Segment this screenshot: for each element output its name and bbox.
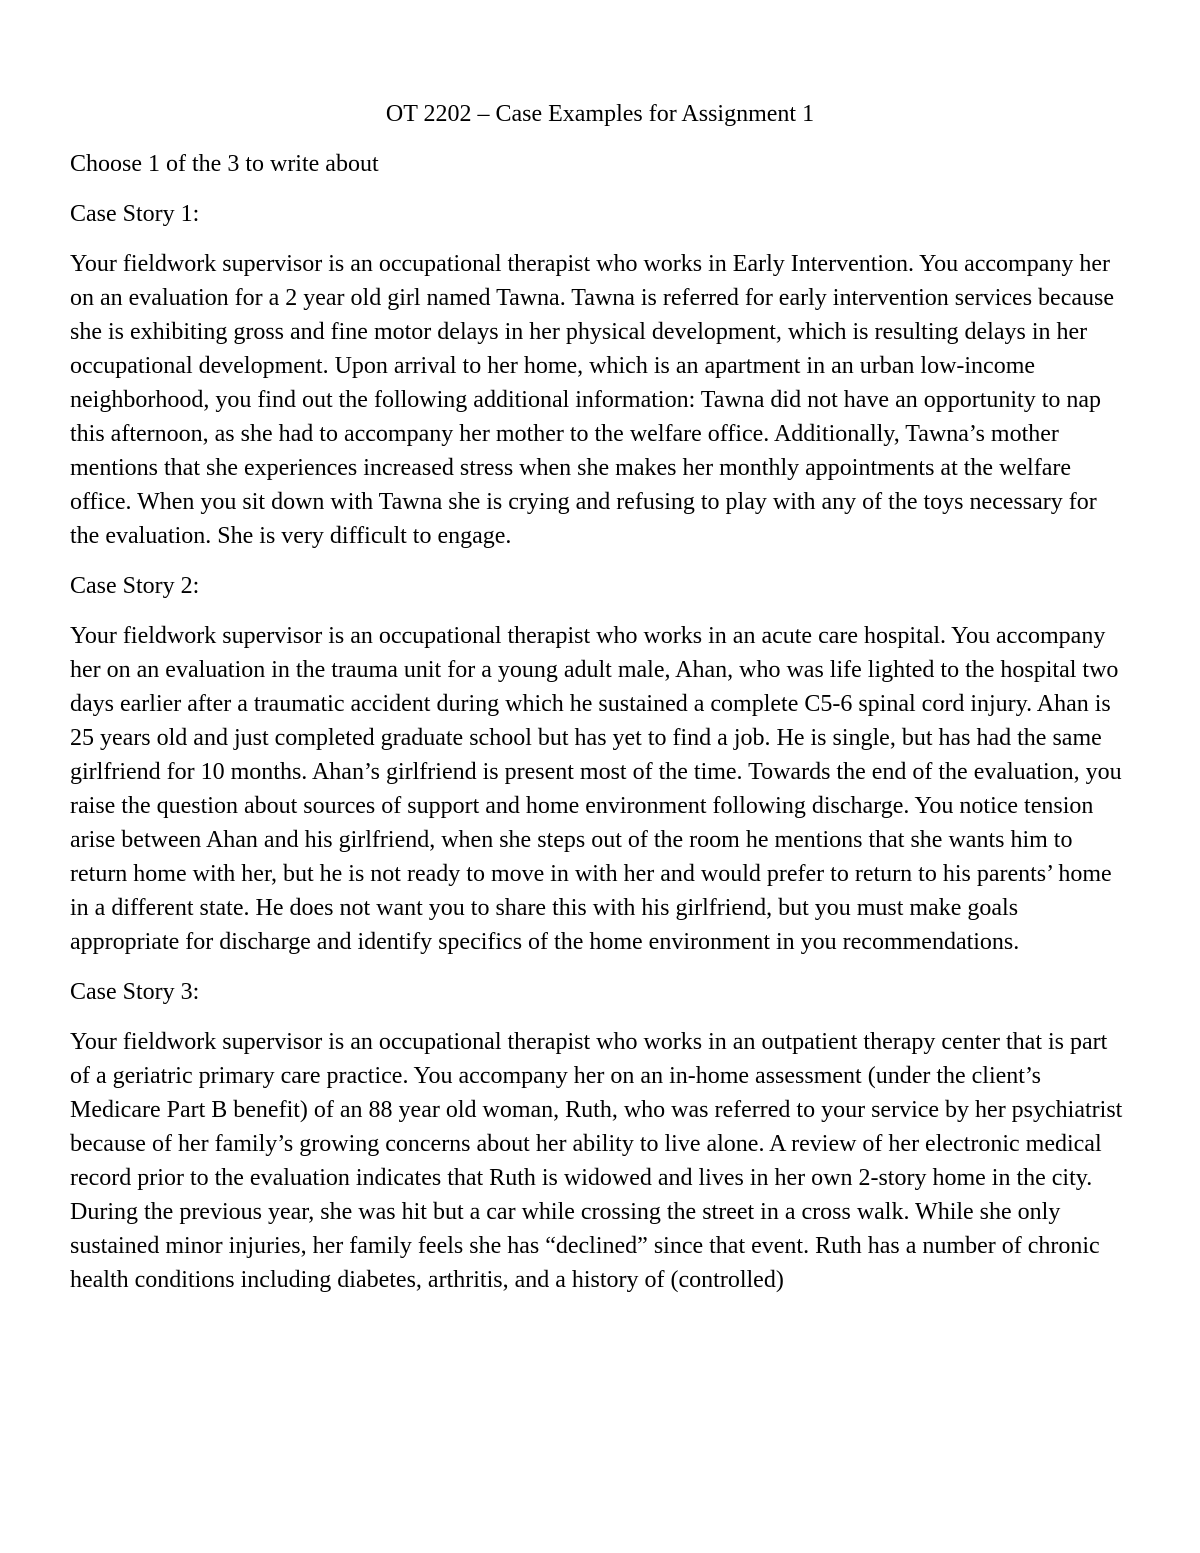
case-2-heading: Case Story 2: — [70, 573, 200, 599]
case-3-text: Your fieldwork supervisor is an occupational therapist who works in an outpatient therapy center that is part of a geriatric primary care practice. You accompany her on an in-home assessment (under the client’s Medicare Part B benefit) of an 88 year old woman, Ruth, who was referred to your service by her psychiatrist because of her family’s growing concerns about her ability to live alone. A review of her electronic medical record prior to the evaluation indicates that Ruth is widowed and lives in her own 2-story home in the city. During the previous year, she was hit but a car while crossing the street in a cross walk. While she only sustained minor injuries, her family feels she has “declined” since that event. Ruth has a number of chronic health conditions including diabetes, arthritis, and a history of (controlled) — [70, 1029, 1123, 1293]
case-2-text: Your fieldwork supervisor is an occupational therapist who works in an acute care hospital. You accompany her on an evaluation in the trauma unit for a young adult male, Ahan, who was life lighted to the hospital two days earlier after a traumatic accident during which he sustained a complete C5-6 spinal cord injury. Ahan is 25 years old and just completed graduate school but has yet to find a job. He is single, but has had the same girlfriend for 10 months. Ahan’s girlfriend is present most of the time. Towards the end of the evaluation, you raise the question about sources of support and home environment following discharge. You notice tension arise between Ahan and his girlfriend, when she steps out of the room he mentions that she wants him to return home with her, but he is not ready to move in with her and would prefer to return to his parents’ home in a different state. He does not want you to share this with his girlfriend, but you must make goals appropriate for discharge and identify specifics of the home environment in you recommendations. — [70, 623, 1122, 955]
case-1-text: Your fieldwork supervisor is an occupational therapist who works in Early Intervention. You accompany her on an evaluation for a 2 year old girl named Tawna. Tawna is referred for early intervention services because she is exhibiting gross and fine motor delays in her physical development, which is resulting delays in her occupational development. Upon arrival to her home, which is an apartment in an urban low-income neighborhood, you find out the following additional information: Tawna did not have an opportunity to nap this afternoon, as she had to accompany her mother to the welfare office. Additionally, Tawna’s mother mentions that she experiences increased stress when she makes her monthly appointments at the welfare office. When you sit down with Tawna she is crying and refusing to play with any of the toys necessary for the evaluation. She is very difficult to engage. — [70, 251, 1114, 549]
document-content — [70, 97, 1130, 1313]
document-title: OT 2202 – Case Examples for Assignment 1 — [385, 101, 815, 127]
assignment-instruction: Choose 1 of the 3 to write about — [70, 151, 379, 177]
case-3-heading: Case Story 3: — [70, 979, 200, 1005]
case-1-heading: Case Story 1: — [70, 201, 200, 227]
